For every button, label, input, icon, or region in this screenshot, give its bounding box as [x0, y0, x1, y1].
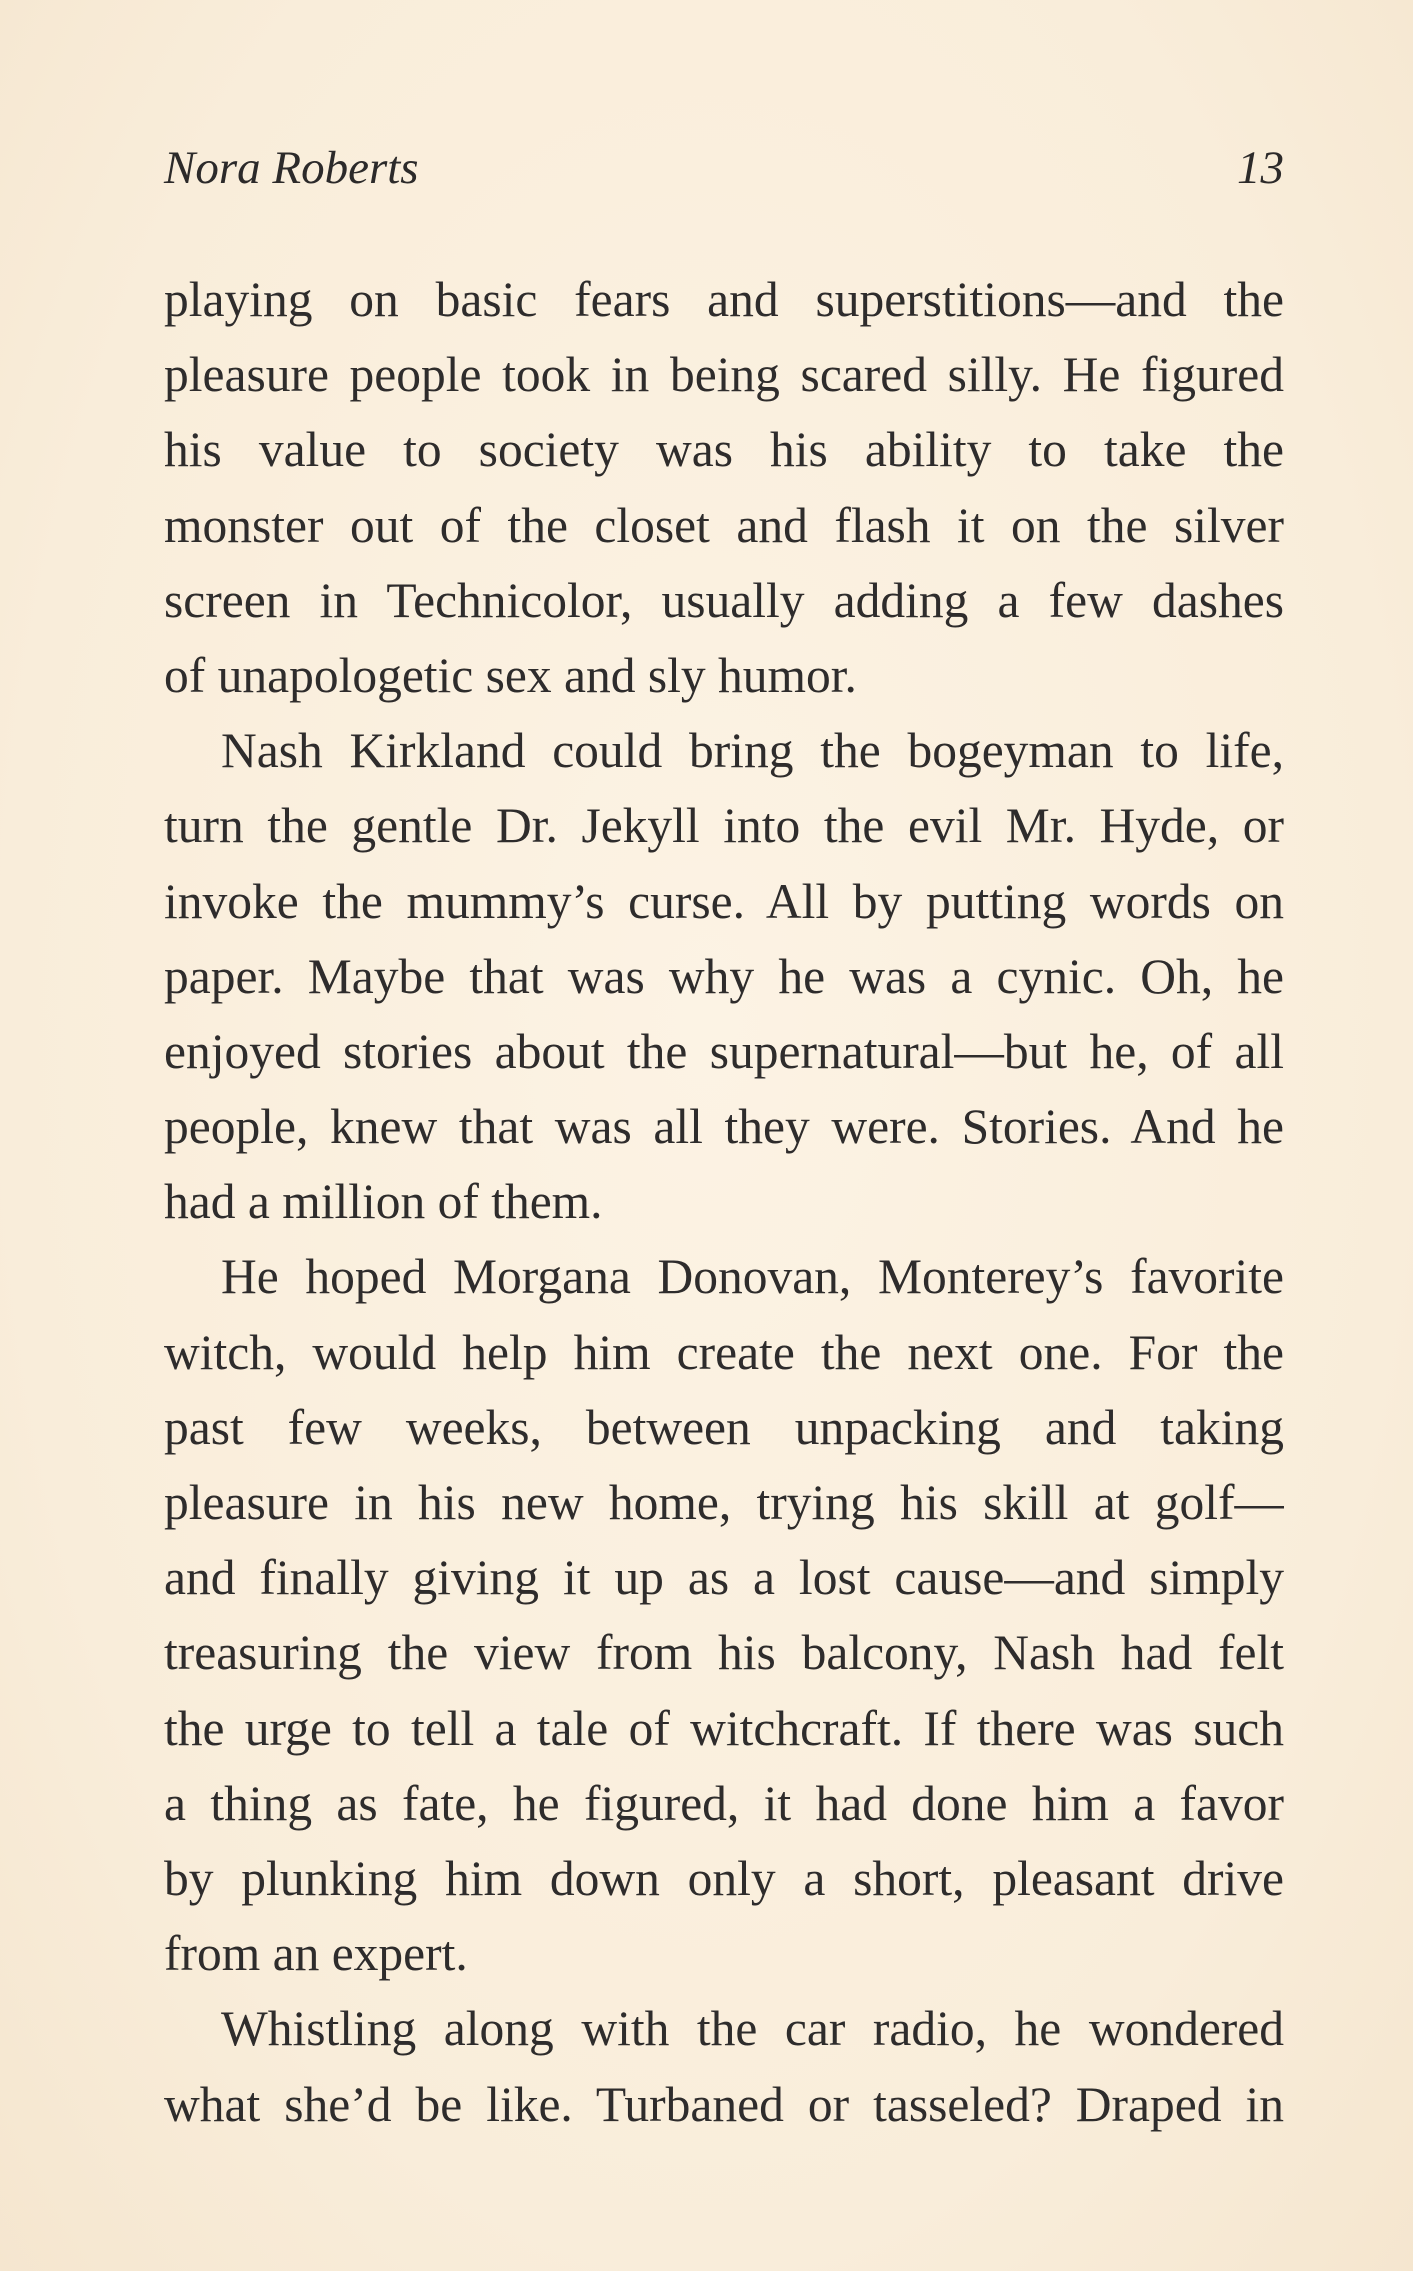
text-line: and finally giving it up as a lost cause—and simply — [164, 1550, 1284, 1606]
author-name: Nora Roberts — [164, 142, 419, 194]
text-line: witch, would help him create the next one. For the — [164, 1324, 1284, 1380]
text-line: He hoped Morgana Donovan, Monterey’s favorite — [221, 1249, 1284, 1305]
text-line: treasuring the view from his balcony, Nash had felt — [164, 1625, 1284, 1681]
text-line: Nash Kirkland could bring the bogeyman to life, — [221, 723, 1284, 779]
text-line: pleasure in his new home, trying his skill at golf— — [164, 1475, 1284, 1530]
body-text — [164, 262, 1284, 2142]
text-line: invoke the mummy’s curse. All by putting words on — [164, 873, 1284, 929]
text-line: playing on basic fears and superstitions—and the — [164, 272, 1284, 327]
text-line: by plunking him down only a short, pleasant drive — [164, 1850, 1284, 1906]
page-number: 13 — [1237, 142, 1284, 194]
text-line: paper. Maybe that was why he was a cynic. Oh, he — [164, 948, 1284, 1004]
text-line: Whistling along with the car radio, he wondered — [221, 2001, 1284, 2057]
text-line: turn the gentle Dr. Jekyll into the evil Mr. Hyde, or — [164, 798, 1284, 854]
text-line: pleasure people took in being scared silly. He figured — [164, 347, 1284, 403]
text-line: had a million of them. — [164, 1174, 603, 1230]
text-line: monster out of the closet and flash it on the silver — [164, 497, 1284, 553]
running-head — [164, 138, 1284, 198]
text-line: from an expert. — [164, 1926, 468, 1982]
text-line: past few weeks, between unpacking and taking — [164, 1399, 1284, 1455]
text-line: the urge to tell a tale of witchcraft. If there was such — [164, 1700, 1284, 1756]
text-line: enjoyed stories about the supernatural—but he, of all — [164, 1023, 1284, 1079]
text-line: what she’d be like. Turbaned or tasseled? Draped in — [164, 2076, 1284, 2132]
text-line: screen in Technicolor, usually adding a few dashes — [164, 572, 1284, 628]
text-line: his value to society was his ability to take the — [164, 422, 1284, 478]
text-line: of unapologetic sex and sly humor. — [164, 647, 857, 703]
text-line: people, knew that was all they were. Stories. And he — [164, 1099, 1284, 1155]
text-line: a thing as fate, he figured, it had done him a favor — [164, 1775, 1284, 1831]
